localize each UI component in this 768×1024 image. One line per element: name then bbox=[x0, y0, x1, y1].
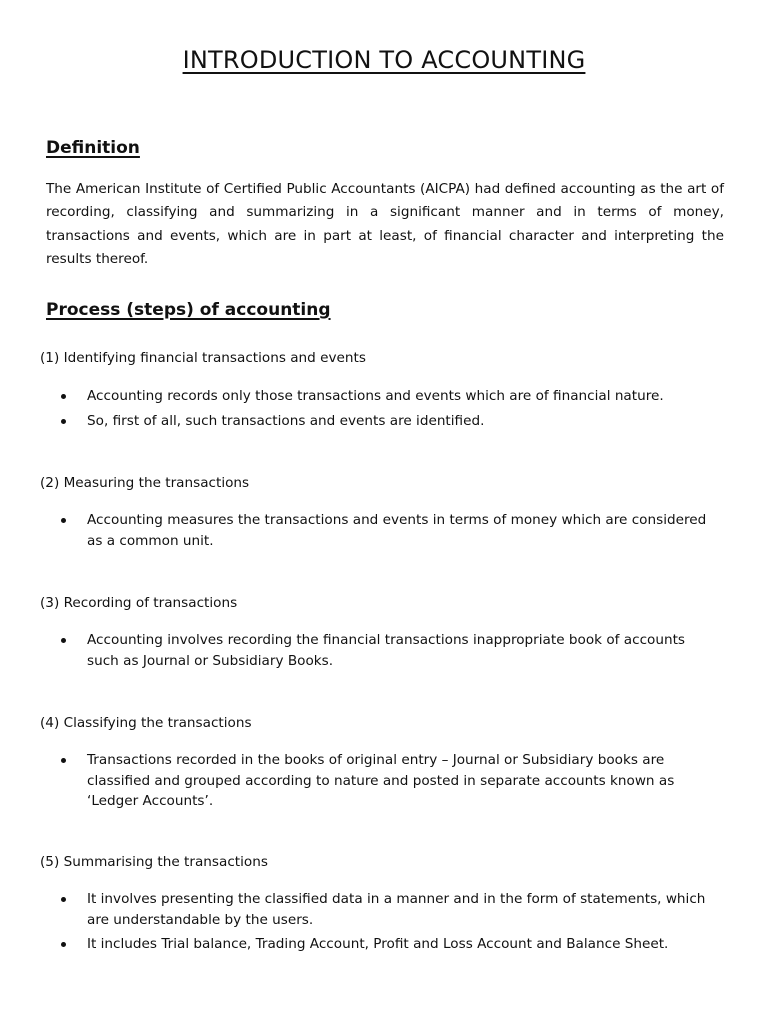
step-title: (5) Summarising the transactions bbox=[40, 854, 268, 870]
process-heading: Process (steps) of accounting bbox=[46, 300, 331, 320]
step-title: (2) Measuring the transactions bbox=[40, 475, 250, 491]
bullet-text: Accounting involves recording the financial transactions inappropriate book of accounts such as Journal or Subsidiary Books. bbox=[87, 632, 686, 669]
list-item bbox=[40, 386, 717, 407]
definition-heading: Definition bbox=[46, 138, 140, 158]
bullet-icon bbox=[61, 419, 66, 424]
process-step-3 bbox=[40, 593, 740, 671]
bullet-icon bbox=[61, 638, 66, 643]
bullet-icon bbox=[61, 518, 66, 523]
process-step-5 bbox=[40, 852, 740, 955]
list-item bbox=[40, 750, 717, 812]
bullet-text: It involves presenting the classified data in a manner and in the form of statements, which are understandable by the users. bbox=[87, 891, 706, 928]
bullet-text: So, first of all, such transactions and events are identified. bbox=[87, 412, 485, 429]
bullet-list bbox=[40, 889, 740, 955]
bullet-text: Transactions recorded in the books of original entry – Journal or Subsidiary books are classified and grouped according to nature and posted in separate accounts known as ‘Ledger Accounts’. bbox=[87, 752, 675, 809]
bullet-icon bbox=[61, 758, 66, 763]
bullet-list bbox=[40, 386, 740, 431]
step-title: (1) Identifying financial transactions and events bbox=[40, 350, 366, 366]
list-item bbox=[40, 934, 717, 955]
list-item bbox=[40, 889, 717, 930]
bullet-list bbox=[40, 750, 740, 812]
bullet-text: Accounting records only those transactions and events which are of financial nature. bbox=[87, 388, 664, 404]
bullet-text: It includes Trial balance, Trading Account, Profit and Loss Account and Balance Sheet. bbox=[87, 936, 669, 952]
bullet-list bbox=[40, 510, 740, 551]
process-step-1 bbox=[40, 348, 740, 431]
list-item bbox=[40, 630, 717, 671]
page-title: INTRODUCTION TO ACCOUNTING bbox=[182, 46, 586, 74]
list-item bbox=[40, 510, 717, 551]
bullet-icon bbox=[61, 942, 66, 947]
bullet-icon bbox=[61, 394, 66, 399]
process-step-4 bbox=[40, 713, 740, 812]
bullet-icon bbox=[61, 897, 66, 902]
bullet-text: Accounting measures the transactions and events in terms of money which are considered as a common unit. bbox=[87, 512, 707, 549]
definition-text: The American Institute of Certified Public Accountants (AICPA) had defined accounting as the art of recording, classifying and summarizing in a significant manner and in terms of money, transactions and events, which are in part at least, of financial character and interpreting the results thereof. bbox=[46, 181, 724, 267]
step-title: (4) Classifying the transactions bbox=[40, 715, 252, 731]
bullet-list bbox=[40, 630, 740, 671]
step-title: (3) Recording of transactions bbox=[40, 595, 238, 611]
process-step-2 bbox=[40, 473, 740, 551]
list-item bbox=[40, 411, 717, 432]
